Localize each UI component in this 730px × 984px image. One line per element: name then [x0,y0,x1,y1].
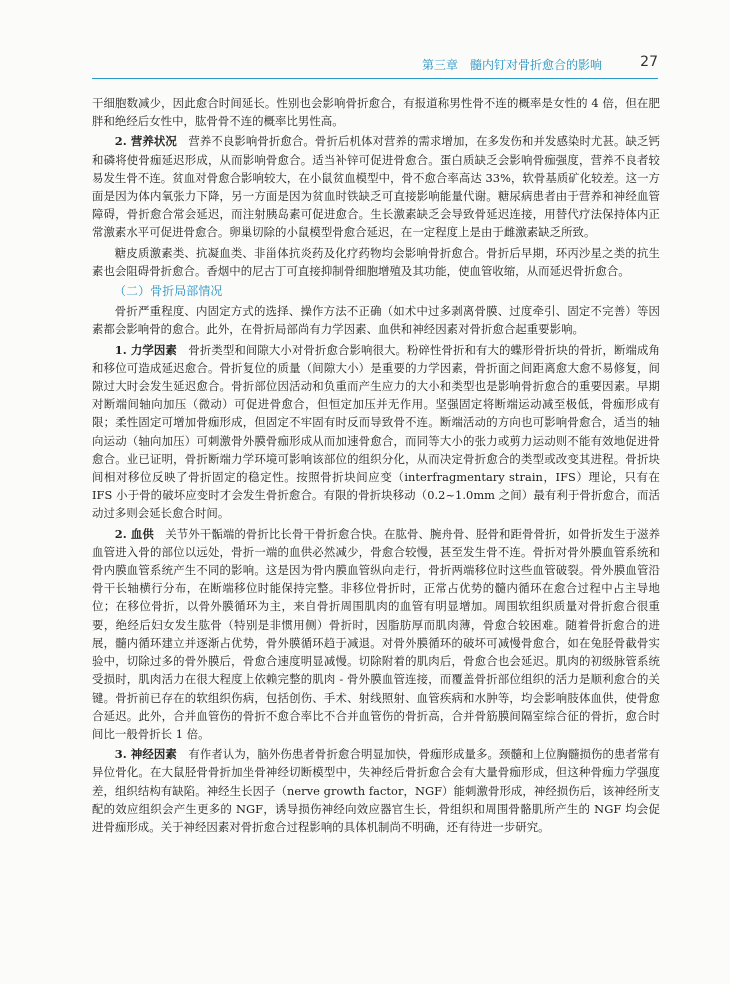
paragraph-nutrition [92,132,660,241]
body-text [92,94,660,838]
subheading-neural: 3. 神经因素 [114,747,177,762]
paragraph-neural-text: 有作者认为，脑外伤患者骨折愈合明显加快，骨痂形成量多。颈髓和上位胸髓损伤的患者常有异位骨化。在大鼠胫骨骨折加坐骨神经切断模型中，失神经后骨折愈合会有大量骨痂形成，但这种骨痂力学强度差，组织结构有缺陷。神经生长因子（nerve growth factor，NGF）能刺激骨形成，神经损伤后，该神经所支配的效应组织会产生更多的 NGF，诱导损伤神经向效应器官生长，骨组织和周围骨骼肌所产生的 NGF 均会促进骨痂形成。关于神经因素对骨折愈合过程影响的具体机制尚不明确，还有待进一步研究。 [92,747,660,834]
paragraph-drugs: 糖皮质激素类、抗凝血类、非甾体抗炎药及化疗药物均会影响骨折愈合。骨折后早期，环丙沙星之类的抗生素也会阻碍骨折愈合。香烟中的尼古丁可直接抑制骨细胞增殖及其功能，使血管收缩，从而延迟骨折愈合。 [92,245,660,278]
subheading-mechanical: 1. 力学因素 [114,342,177,357]
paragraph-continuation: 干细胞数减少，因此愈合时间延长。性别也会影响骨折愈合，有报道称男性骨不连的概率是女性的 4 倍，但在肥胖和绝经后女性中，肱骨骨不连的概率比男性高。 [92,96,660,129]
subheading-nutrition: 2. 营养状况 [114,134,177,149]
paragraph-mechanical [92,341,660,523]
subheading-blood-supply: 2. 血供 [114,526,154,541]
paragraph-blood-supply-text: 关节外干骺端的骨折比长骨干骨折愈合快。在肱骨、腕舟骨、胫骨和距骨骨折，如骨折发生于滋养血管进入骨的部位以远处，骨折一端的血供必然减少，骨愈合较慢，甚至发生骨不连。骨折对骨外膜血管系统和骨内膜血管系统产生不同的影响。这是因为骨内膜血管纵向走行，骨折两端移位时这些血管破裂。骨外膜血管沿骨干长轴横行分布，在断端移位时能保持完整。非移位骨折时，正常占优势的髓内循环在愈合过程中占主导地位；在移位骨折，以骨外膜循环为主，来自骨折周围肌肉的血管有明显增加。周围软组织质量对骨折愈合很重要，绝经后妇女发生肱骨（特别是非惯用侧）骨折时，因脂肪厚而肌肉薄，骨愈合较困难。随着骨折愈合的进展，髓内循环建立并逐渐占优势，骨外膜循环趋于减退。对骨外膜循环的破坏可减慢骨愈合，如在兔胫骨截骨实验中，切除过多的骨外膜后，骨愈合速度明显减慢。切除附着的肌肉后，骨愈合也会延迟。肌肉的初级脉管系统受损时，肌肉活力在很大程度上依赖完整的肌肉 - 骨外膜血管连接，而覆盖骨折部位组织的活力是顺利愈合的关键。骨折前已存在的软组织伤病，包括创伤、手术、射线照射、血管疾病和水肿等，均会影响肢体血供，使骨愈合延迟。此外，合并血管伤的骨折不愈合率比不合并血管伤的骨折高，合并骨筋膜间隔室综合征的骨折，愈合时间比一般骨折长 1 倍。 [92,526,661,741]
section-heading-local-factors: （二）骨折局部情况 [114,284,223,299]
paragraph-neural [92,745,660,836]
paragraph-nutrition-text: 营养不良影响骨折愈合。骨折后机体对营养的需求增加，在多发伤和并发感染时尤甚。缺乏钙和磷将使骨痂延迟形成，从而影响骨愈合。适当补锌可促进骨愈合。蛋白质缺乏会影响骨痂强度，营养不良者较易发生骨不连。贫血对骨愈合影响较大，在小鼠贫血模型中，骨不愈合率高达 33%，软骨基质矿化较差。这一方面是因为体内氧张力下降，另一方面是因为贫血时铁缺乏可直接影响能量代谢。糖尿病患者由于营养和神经血管障碍，骨折愈合常会延迟，而注射胰岛素可促进愈合。生长激素缺乏会导致骨延迟连接，用替代疗法保持体内正常激素水平可促进骨愈合。卵巢切除的小鼠模型骨愈合延迟，在一定程度上是由于雌激素缺乏所致。 [92,134,660,240]
paragraph-local-intro: 骨折严重程度、内固定方式的选择、操作方法不正确（如术中过多剥离骨膜、过度牵引、固定不完善）等因素都会影响骨的愈合。此外，在骨折局部尚有力学因素、血供和神经因素对骨折愈合起重要影响。 [92,304,660,337]
running-header [92,52,658,79]
paragraph-mechanical-text: 骨折类型和间隙大小对骨折愈合影响很大。粉碎性骨折和有大的蝶形骨折块的骨折，断端成角和移位可造成延迟愈合。骨折复位的质量（间隙大小）是重要的力学因素，骨折面之间距离愈大愈不易修复，间隙过大时会发生延迟愈合。骨折部位因活动和负重而产生应力的大小和类型也是影响骨折愈合的重要因素。早期对断端间轴向加压（微动）可促进骨愈合，但恒定加压并无作用。坚强固定将断端运动减至极低，骨痂形成有限；柔性固定可增加骨痂形成，但固定不牢固有时反而导致骨不连。断端活动的方向也可影响骨愈合，适当的轴向运动（轴向加压）可刺激骨外膜骨痂形成从而加速骨愈合，而同等大小的张力或剪力运动则不能有效地促进骨愈合。业已证明，骨折断端力学环境可影响该部位的组织分化，从而决定骨折愈合的类型或改变其进程。骨折块间相对移位反映了骨折固定的稳定性。按照骨折块间应变（interfragmentary strain，IFS）理论，只有在 IFS 小于骨的破坏应变时才会发生骨折愈合。有限的骨折块移动（0.2~1.0mm 之间）最有利于骨折愈合，而活动过多则会延长愈合时间。 [92,342,660,521]
page-number: 27 [640,54,658,70]
chapter-title: 第三章 髓内钉对骨折愈合的影响 [421,58,602,72]
paragraph-blood-supply [92,525,660,743]
